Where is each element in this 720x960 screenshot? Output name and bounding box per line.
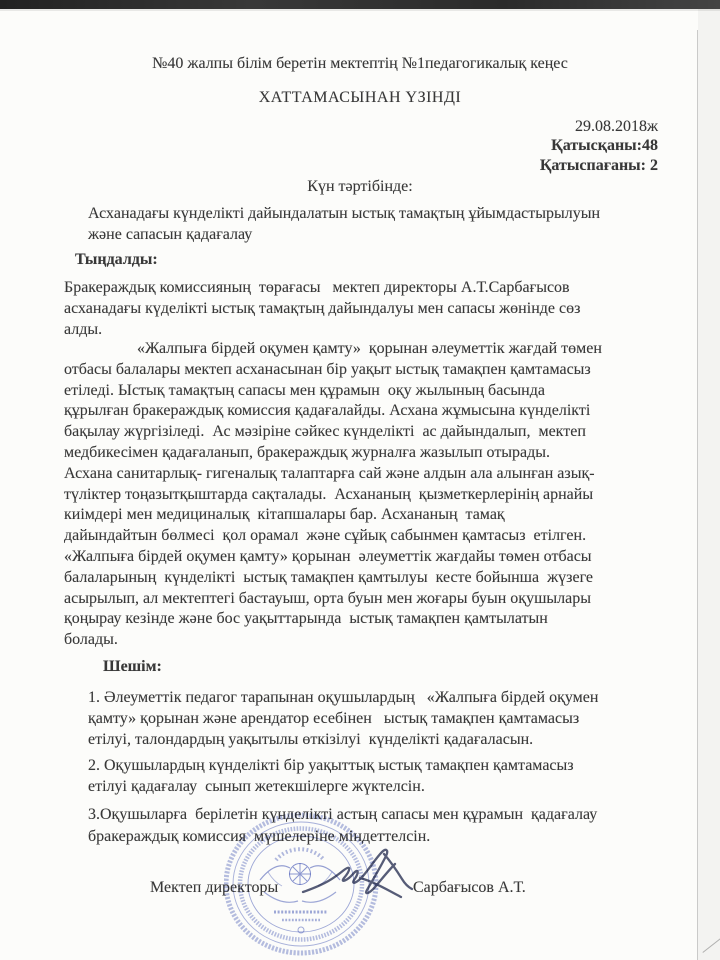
text-line: бақылау жүргізіледі. Ас мәзіріне сәйкес күнделікті ас дайындалып, мектеп [64, 423, 586, 441]
text-line: «Жалпыға бірдей оқумен қамту» қорынан әлеуметтік жағдайы төмен отбасы [64, 547, 592, 565]
text-line: балаларының күнделікті ыстық тамақпен қамтылуы кесте бойынша жүзеге [64, 568, 594, 586]
text-line: қоңырау кезінде және бос уақыттарында ыстық тамақпен қамтылатын [64, 610, 548, 628]
text-line: 1. Әлеуметтік педагог тарапынан оқушылардың «Жалпыға бірдей оқумен [88, 689, 599, 706]
absent-count: Қатыспағаны: 2 [539, 156, 658, 174]
attended-count: Қатысқаны:48 [551, 137, 658, 155]
heard-paragraph-1 [64, 278, 580, 341]
signed-by-name: Сарбағысов А.Т. [413, 879, 526, 896]
text-line: Асханадағы күнделікті дайындалатын ыстық тамақтың ұйымдастырылуын [88, 205, 601, 222]
text-line: бракераждық комиссия мүшелеріне міндеттелсін. [88, 827, 431, 845]
agenda-text [88, 203, 600, 245]
page-right-edge-line [697, 30, 698, 960]
text-line: етілуі, талондардың уақытылы өткізілуі күнделікті қадағаласын. [88, 731, 534, 748]
document-title: ХАТТАМАСЫНАН ҮЗІНДІ [258, 89, 462, 106]
text-line: етіледі. Ыстық тамақтың сапасы мен құрамын оқу жылының басында [64, 381, 545, 399]
signature-icon [298, 840, 423, 906]
decision-item-1 [88, 687, 598, 750]
text-line: асханадағы күделікті ыстық тамақтың дайындалуы мен сапасы жөнінде сөз [64, 299, 581, 317]
signed-by-label: Мектеп директоры [150, 879, 279, 896]
scan-right-shade [698, 9, 720, 960]
text-line: және сапасын қадағалау [88, 226, 253, 243]
text-line: «Жалпыға бірдей оқумен қамту» қорынан әлеуметтік жағдай төмен [137, 340, 602, 357]
text-line: дайындайтын бөлмесі қол орамал және сұйық сабынмен қамтасыз етілген. [64, 527, 587, 545]
heard-heading: Тыңдалды: [75, 251, 158, 268]
text-line: түліктер тоңазытқыштарда сақталады. Асхананың қызметкерлерінің арнайы [64, 485, 594, 503]
text-line: асырылып, ал мектептегі бастауыш, орта буын мен жоғары буын оқушылары [64, 589, 591, 607]
text-line: құрылған бракераждық комиссия қадағалайды. Асхана жұмысына күнделікті [64, 402, 591, 420]
heard-paragraph-2 [64, 339, 602, 651]
decision-heading: Шешім: [103, 658, 162, 675]
decision-item-2 [88, 755, 574, 797]
text-line: қамту» қорынан және арендатор есебінен ыстық тамақпен қамтамасыз [88, 710, 580, 727]
text-line: медбикесімен қадағаланып, бракераждық журналға жазылып отырады. [64, 443, 551, 461]
text-line: Асхана санитарлық- гигеналық талаптарға сай және алдын ала алынған азық- [64, 464, 595, 482]
document-date: 29.08.2018ж [574, 118, 658, 135]
scan-top-edge-artifact [0, 0, 720, 9]
text-line: алды. [64, 320, 103, 338]
scan-top-shadow [0, 9, 720, 11]
school-title: №40 жалпы білім беретін мектептің №1педагогикалық кеңес [152, 55, 568, 72]
text-line: киімдері мен медициналық кітапшалары бар. Асхананың тамақ [64, 506, 505, 524]
text-line: болады. [64, 631, 118, 649]
text-line: етілуі қадағалау сынып жетекшілерге жүктелсін. [88, 778, 425, 795]
text-line: отбасы балалары мектеп асханасынан бір уақыт ыстық тамақпен қамтамасыз [64, 360, 591, 378]
agenda-heading: Күн тәртібінде: [307, 178, 413, 195]
text-line: 2. Оқушылардың күнделікті бір уақыттық ыстық тамақпен қамтамасыз [88, 757, 574, 774]
text-line: Бракераждық комиссияның төрағасы мектеп директоры А.Т.Сарбағысов [64, 279, 570, 296]
meta-block [540, 117, 658, 175]
text-line: 3.Оқушыларға берілетін күнделікті астың сапасы мен құрамын қадағалау [88, 806, 598, 823]
